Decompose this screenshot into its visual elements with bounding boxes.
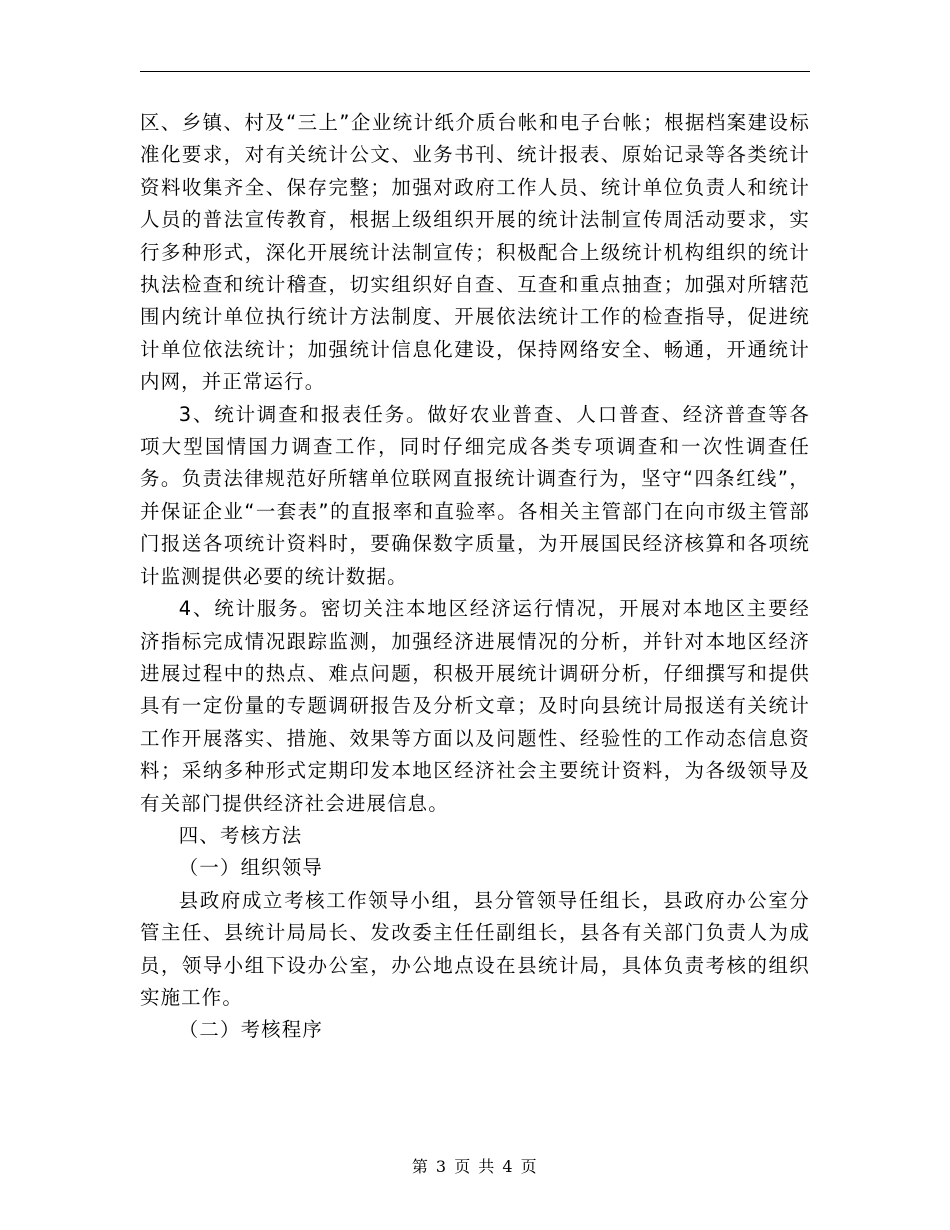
section-heading-4: 四、考核方法 (178, 823, 303, 847)
subsection-heading-2: （二）考核程序 (178, 1018, 323, 1042)
header-rule (140, 71, 810, 72)
paragraph-continuation: 区、乡镇、村及“三上”企业统计纸介质台帐和电子台帐；根据档案建设标准化要求，对有关统计公文、业务书刊、统计报表、原始记录等各类统计资料收集齐全、保存完整；加强对政府工作人员、统计单位负责人和统计人员的普法宣传教育，根据上级组织开展的统计法制宣传周活动要求，实行多种形式，深化开展统计法制宣传；积极配合上级统计机构组织的统计执法检查和统计稽查，切实组织好自查、互查和重点抽查；加强对所辖范围内统计单位执行统计方法制度、开展依法统计工作的检查指导，促进统计单位依法统计；加强统计信息化建设，保持网络安全、畅通，开通统计内网，并正常运行。 (140, 111, 810, 394)
page-footer (0, 1154, 950, 1177)
footer-current-page: 3 (435, 1157, 448, 1176)
footer-prefix: 第 (411, 1157, 430, 1176)
footer-total-pages: 4 (502, 1157, 515, 1176)
footer-suffix: 页 (520, 1157, 539, 1176)
footer-middle: 页 共 (454, 1157, 496, 1176)
paragraph-item-3: 3、统计调查和报表任务。做好农业普查、人口普查、经济普查等各项大型国情国力调查工作，同时仔细完成各类专项调查和一次性调查任务。负责法律规范好所辖单位联网直报统计调查行为，坚守“四条红线”，并保证企业“一套表”的直报率和直验率。各相关主管部门在向市级主管部门报送各项统计资料时，要确保数字质量，为开展国民经济核算和各项统计监测提供必要的统计数据。 (140, 402, 810, 588)
paragraph-item-4: 4、统计服务。密切关注本地区经济运行情况，开展对本地区主要经济指标完成情况跟踪监测，加强经济进展情况的分析，并针对本地区经济进展过程中的热点、难点问题，积极开展统计调研分析，仔细撰写和提供具有一定份量的专题调研报告及分析文章；及时向县统计局报送有关统计工作开展落实、措施、效果等方面以及问题性、经验性的工作动态信息资料；采纳多种形式定期印发本地区经济社会主要统计资料，为各级领导及有关部门提供经济社会进展信息。 (140, 597, 810, 815)
subsection-heading-1: （一）组织领导 (178, 856, 323, 880)
paragraph-organization: 县政府成立考核工作领导小组，县分管领导任组长，县政府办公室分管主任、县统计局局长、发改委主任任副组长，县各有关部门负责人为成员，领导小组下设办公室，办公地点设在县统计局，具体负责考核的组织实施工作。 (140, 888, 810, 1009)
document-body (140, 107, 810, 1047)
